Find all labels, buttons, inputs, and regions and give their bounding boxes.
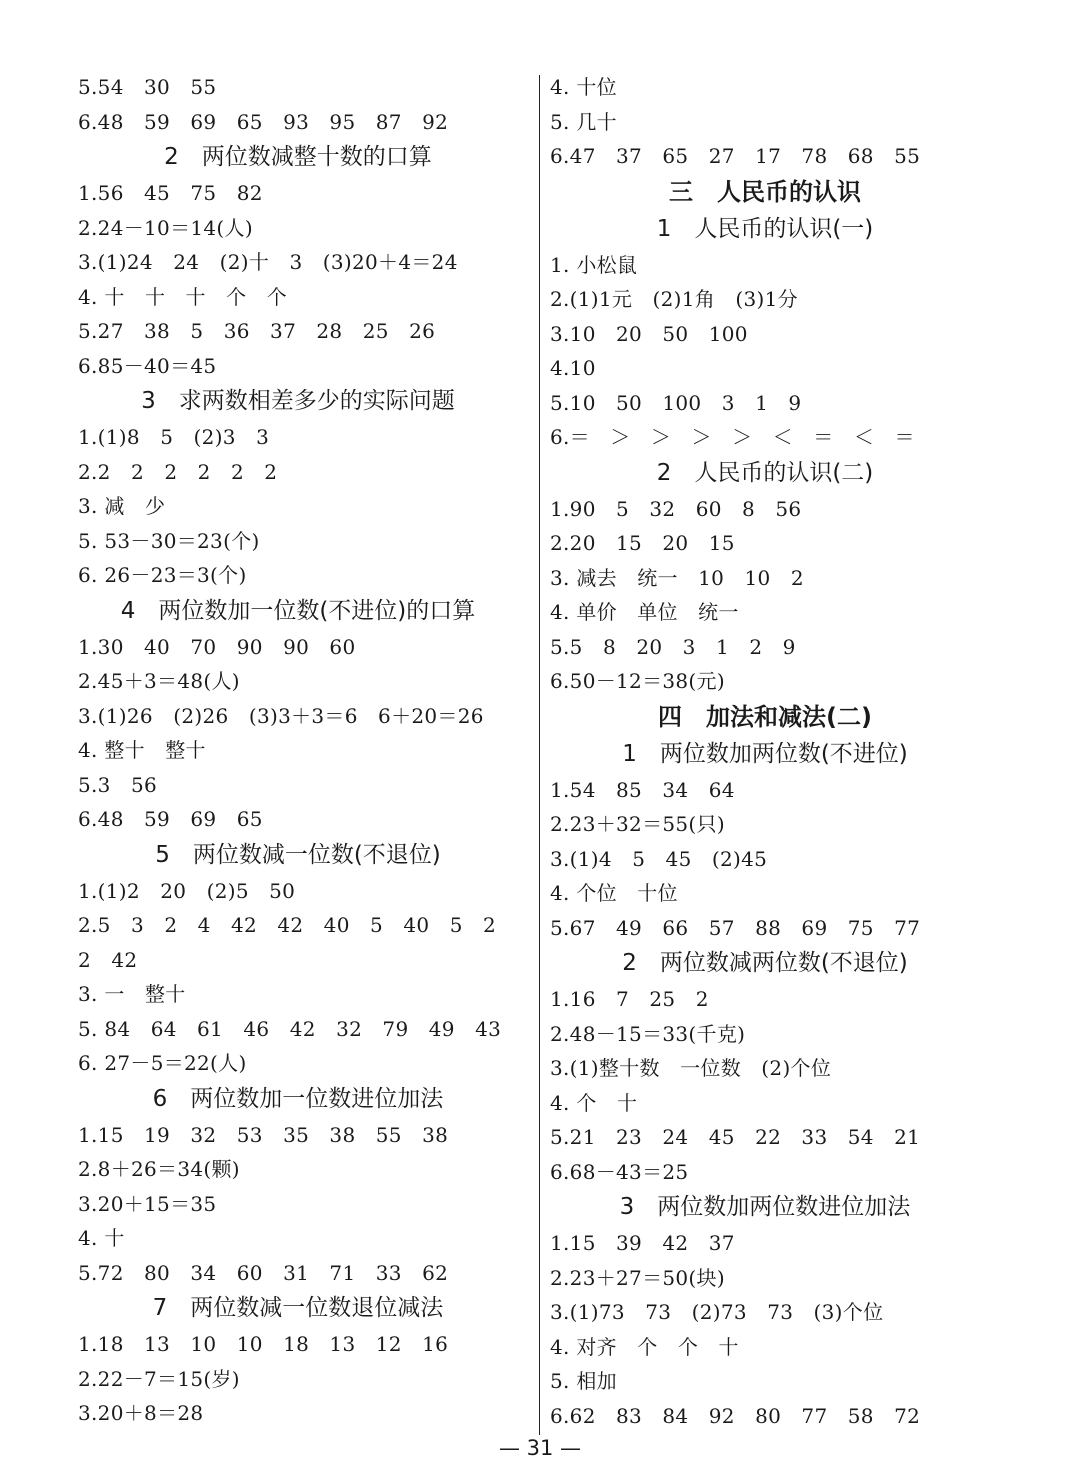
section-heading: 2 两位数减两位数(不退位) [622,950,908,976]
answer-line: 3. 一 整十 [78,982,186,1006]
answer-line: 6.47 37 65 27 17 78 68 55 [550,144,921,168]
section-heading: 四 加法和减法(二) [658,702,872,731]
answer-line: 4. 十 [78,1226,125,1250]
answer-line: 5.21 23 24 45 22 33 54 21 [550,1125,921,1149]
answer-line: 5.27 38 5 36 37 28 25 26 [78,319,436,343]
answer-line: 1.54 85 34 64 [550,777,735,802]
column-divider [539,75,540,1435]
answer-line: 3.20＋8＝28 [78,1401,204,1425]
answer-line: 1. 小松鼠 [550,252,638,277]
answer-line: 6.62 83 84 92 80 77 58 72 [550,1403,921,1428]
answer-line: 2.24－10＝14(人) [78,215,253,240]
answer-line: 6.＝ ＞ ＞ ＞ ＞ ＜ ＝ ＜ ＝ [550,425,915,449]
answer-line: 2 42 [78,947,138,972]
answer-line: 3.20＋15＝35 [78,1191,217,1216]
answer-line: 1.15 39 42 37 [550,1231,735,1255]
answer-line: 2.8＋26＝34(颗) [78,1157,240,1181]
answer-line: 2.48－15＝33(千克) [550,1021,746,1046]
answer-line: 6.48 59 69 65 [78,807,263,831]
section-heading: 2 两位数减整十数的口算 [164,144,432,170]
answer-line: 2.45＋3＝48(人) [78,669,240,693]
answer-line: 6.68－43＝25 [550,1159,689,1184]
answer-line: 5. 53－30＝23(个) [78,528,260,553]
answer-line: 3.10 20 50 100 [550,321,748,346]
answer-line: 5. 几十 [550,109,617,134]
answer-line: 2.22－7＝15(岁) [78,1366,240,1391]
section-heading: 三 人民币的认识 [669,177,861,206]
answer-line: 4. 个 十 [550,1090,638,1115]
answer-line: 1.30 40 70 90 90 60 [78,634,356,659]
answer-line: 1.(1)8 5 (2)3 3 [78,425,270,449]
answer-line: 1.56 45 75 82 [78,181,263,205]
answer-line: 4. 整十 整十 [78,738,206,762]
answer-line: 5.5 8 20 3 1 2 9 [550,634,796,659]
answer-line: 3.(1)73 73 (2)73 73 (3)个位 [550,1300,884,1324]
answer-line: 2.20 15 20 15 [550,531,735,555]
left-answer-column [78,70,518,1431]
section-heading: 1 人民币的认识(一) [656,215,874,242]
answer-line: 4. 十 十 十 个 个 [78,284,288,309]
answer-line: 5. 84 64 61 46 42 32 79 49 43 [78,1016,502,1041]
answer-line: 1.90 5 32 60 8 56 [550,496,802,521]
answer-line: 5.72 80 34 60 31 71 33 62 [78,1260,449,1285]
section-heading: 1 两位数加两位数(不进位) [622,740,908,767]
section-heading: 2 人民币的认识(二) [656,459,874,486]
answer-line: 4. 单价 单位 统一 [550,600,739,624]
answer-line: 3.(1)24 24 (2)十 3 (3)20＋4＝24 [78,250,458,274]
answer-line: 1.18 13 10 10 18 13 12 16 [78,1332,449,1356]
answer-line: 5.10 50 100 3 1 9 [550,390,802,415]
answer-line: 2.2 2 2 2 2 2 [78,459,278,484]
answer-line: 3.(1)整十数 一位数 (2)个位 [550,1056,832,1080]
answer-line: 6.85－40＝45 [78,353,217,378]
answer-line: 2.23＋27＝50(块) [550,1265,725,1290]
answer-line: 3. 减去 统一 10 10 2 [550,565,804,590]
answer-line: 5.67 49 66 57 88 69 75 77 [550,915,921,940]
answer-line: 4.10 [550,356,596,380]
answer-line: 2.5 3 2 4 42 42 40 5 40 5 2 [78,913,497,937]
answer-line: 3.(1)26 (2)26 (3)3＋3＝6 6＋20＝26 [78,703,484,728]
answer-line: 5.3 56 [78,772,158,797]
answer-line: 2.(1)1元 (2)1角 (3)1分 [550,287,798,311]
answer-line: 2.23＋32＝55(只) [550,812,725,836]
answer-line: 6.48 59 69 65 93 95 87 92 [78,109,449,134]
section-heading: 5 两位数减一位数(不退位) [155,841,441,868]
section-heading: 7 两位数减一位数退位减法 [152,1295,444,1321]
answer-line: 3. 减 少 [78,494,166,518]
section-heading: 3 两位数加两位数进位加法 [619,1194,911,1220]
section-heading: 4 两位数加一位数(不进位)的口算 [120,597,476,624]
answer-line: 3.(1)4 5 45 (2)45 [550,846,768,871]
answer-line: 5.54 30 55 [78,75,217,99]
page-number: — 31 — [498,1436,582,1460]
answer-line: 1.(1)2 20 (2)5 50 [78,878,296,903]
answer-line: 1.16 7 25 2 [550,987,709,1011]
answer-line: 4. 对齐 个 个 十 [550,1334,739,1359]
answer-line: 6. 27－5＝22(人) [78,1051,247,1075]
section-heading: 3 求两数相差多少的实际问题 [141,388,455,414]
answer-line: 5. 相加 [550,1369,617,1393]
answer-line: 6. 26－23＝3(个) [78,563,247,587]
answer-line: 4. 个位 十位 [550,881,678,905]
section-heading: 6 两位数加一位数进位加法 [152,1085,444,1112]
answer-line: 1.15 19 32 53 35 38 55 38 [78,1122,449,1147]
answer-line: 4. 十位 [550,75,617,99]
right-answer-column [550,70,980,1433]
answer-line: 6.50－12＝38(元) [550,669,725,693]
